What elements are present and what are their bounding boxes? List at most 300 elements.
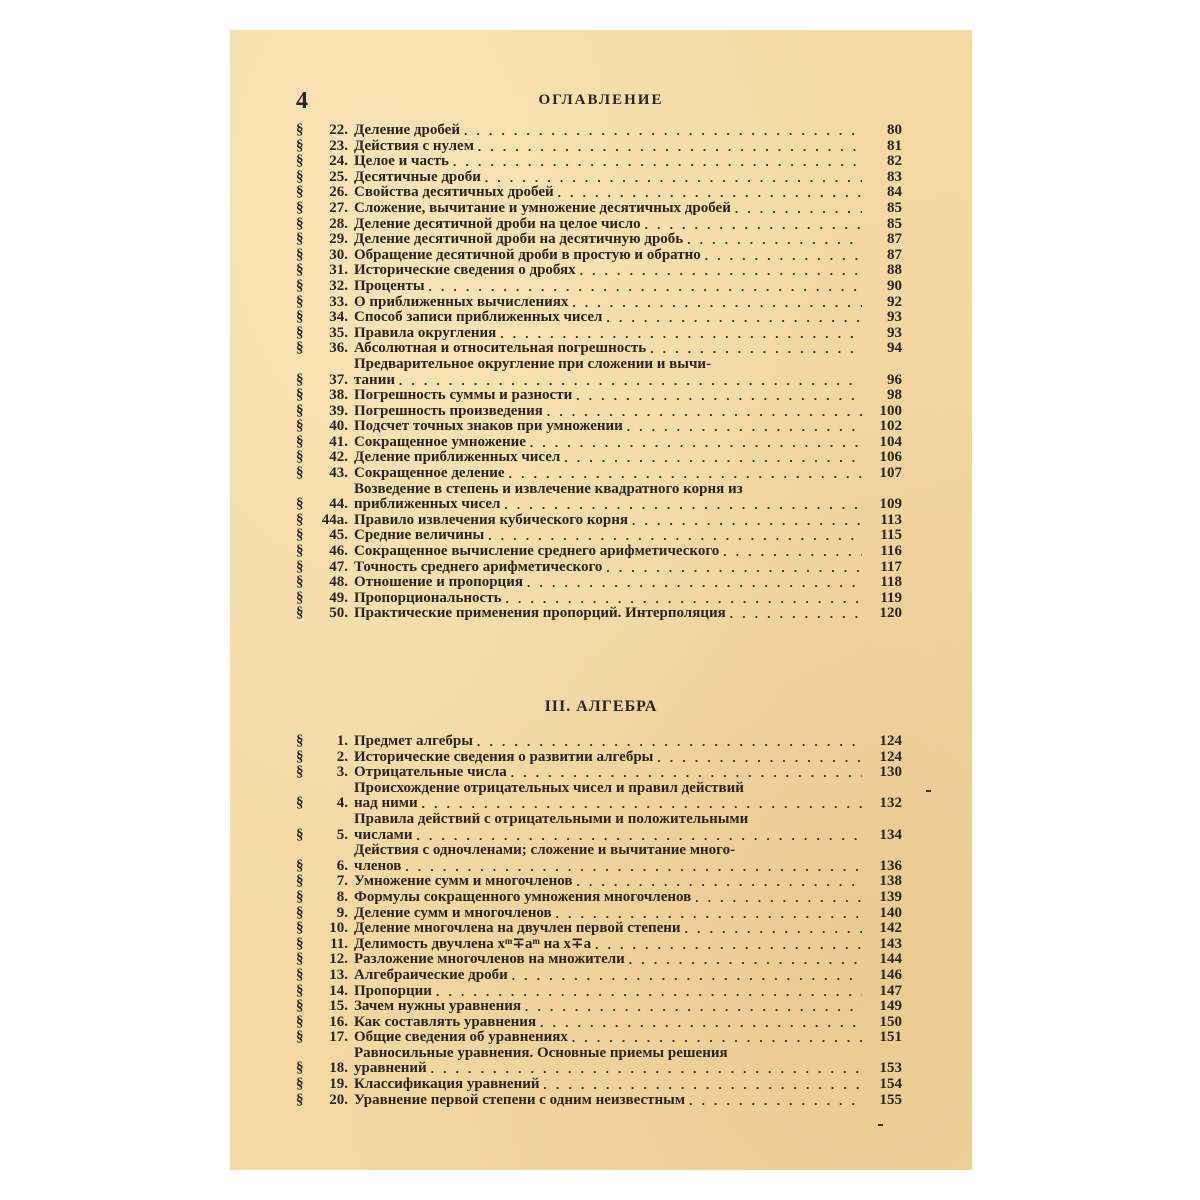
dot-leader	[485, 170, 862, 186]
dot-leader	[572, 1030, 862, 1046]
toc-entry	[296, 591, 902, 607]
toc-entry	[296, 968, 902, 984]
toc-entry	[296, 1030, 902, 1046]
toc-entry	[296, 388, 902, 404]
toc-entry	[296, 404, 902, 420]
section-sign: §	[296, 795, 304, 812]
entry-page: 155	[879, 1091, 902, 1108]
entry-page: 94	[887, 340, 902, 357]
entry-page: 82	[887, 153, 902, 170]
entry-title: Предварительное округление при сложении и вычи-	[354, 356, 712, 372]
entry-title: Уравнение первой степени с одним неизвестным	[354, 1091, 686, 1108]
entry-number: 44.	[329, 496, 348, 513]
dot-leader	[627, 419, 862, 435]
dot-leader	[399, 373, 862, 389]
entry-page: 80	[887, 122, 902, 138]
dot-leader	[632, 513, 862, 529]
toc-entry	[296, 952, 902, 968]
entry-number: 33.	[329, 293, 348, 310]
entry-number: 40.	[329, 418, 348, 435]
section-sign: §	[296, 371, 304, 388]
toc-entry	[296, 1077, 902, 1093]
entry-number: 38.	[329, 387, 348, 404]
dot-leader	[422, 796, 862, 812]
page-number: 4	[296, 88, 308, 114]
entry-title: Правило извлечения кубического корня	[354, 511, 628, 528]
entry-page: 90	[887, 277, 902, 294]
print-speck	[878, 1124, 883, 1126]
entry-page: 118	[880, 574, 902, 591]
entry-page: 102	[879, 418, 902, 435]
section-sign: §	[296, 465, 304, 482]
running-title: ОГЛАВЛЕНИЕ	[538, 92, 664, 108]
entry-title: Средние величины	[354, 527, 485, 544]
entry-number: 7.	[336, 873, 348, 890]
entry-title: Исторические сведения о развитии алгебры	[354, 748, 654, 765]
section-sign: §	[296, 826, 304, 843]
entry-title: Умножение сумм и многочленов	[354, 873, 573, 890]
entry-page: 154	[879, 1076, 902, 1093]
toc-entry	[296, 217, 902, 233]
entry-title: Алгебраические дроби	[354, 966, 508, 983]
section-sign: §	[296, 998, 304, 1015]
toc-entry	[296, 419, 902, 435]
entry-title: Сложение, вычитание и умножение десятичных дробей	[354, 199, 731, 216]
entry-page: 83	[887, 168, 902, 185]
entry-title: Проценты	[354, 277, 425, 294]
section-sign: §	[296, 873, 304, 890]
entry-title: Действия с нулем	[354, 137, 474, 154]
entry-number: 6.	[336, 857, 348, 874]
dot-leader	[650, 341, 862, 357]
entry-page: 88	[887, 262, 902, 279]
entry-number: 25.	[329, 168, 348, 185]
section-sign: §	[296, 168, 304, 185]
toc-entry	[296, 279, 902, 295]
entry-title: Отрицательные числа	[354, 764, 507, 781]
entry-title: Свойства десятичных дробей	[354, 184, 554, 201]
section-sign: §	[296, 574, 304, 591]
section-sign: §	[296, 558, 304, 575]
entry-number: 41.	[329, 433, 348, 450]
dot-leader	[687, 232, 862, 248]
section-sign: §	[296, 888, 304, 905]
section-sign: §	[296, 433, 304, 450]
toc-entry	[296, 921, 902, 937]
entry-number: 5.	[336, 826, 348, 843]
entry-page: 107	[879, 465, 902, 482]
toc-entry	[296, 482, 902, 513]
toc-entry	[296, 310, 902, 326]
entry-page: 143	[879, 935, 902, 952]
section-sign: §	[296, 137, 304, 154]
entry-title: Точность среднего арифметического	[354, 558, 603, 575]
page-header	[230, 90, 972, 114]
entry-number: 24.	[329, 153, 348, 170]
section-sign: §	[296, 293, 304, 310]
entry-page: 85	[887, 199, 902, 216]
print-speck	[926, 790, 931, 792]
toc-entry	[296, 263, 902, 279]
dot-leader	[506, 591, 862, 607]
toc-entry	[296, 984, 902, 1000]
section-sign: §	[296, 982, 304, 999]
dot-leader	[525, 999, 862, 1015]
entry-number: 1.	[336, 733, 348, 749]
entry-page: 92	[887, 293, 902, 310]
entry-number: 48.	[329, 574, 348, 591]
toc-entry	[296, 123, 902, 139]
entry-number: 11.	[330, 935, 348, 952]
entry-number: 34.	[329, 309, 348, 326]
section-sign: §	[296, 215, 304, 232]
entry-title: Предмет алгебры	[354, 733, 473, 749]
entry-page: 81	[887, 137, 902, 154]
entry-title: Погрешность произведения	[354, 402, 543, 419]
dot-leader	[500, 326, 862, 342]
entry-page: 146	[879, 966, 902, 983]
entry-page: 84	[887, 184, 902, 201]
entry-title: Правила действий с отрицательными и положительными	[354, 811, 749, 827]
section-sign: §	[296, 122, 304, 138]
section-sign: §	[296, 309, 304, 326]
entry-number: 47.	[329, 558, 348, 575]
dot-leader	[477, 734, 862, 750]
toc-entry	[296, 544, 902, 560]
entry-title: Происхождение отрицательных чисел и правил действий	[354, 780, 744, 796]
section-sign: §	[296, 543, 304, 560]
dot-leader	[464, 123, 862, 139]
section-sign: §	[296, 246, 304, 263]
entry-number: 46.	[329, 543, 348, 560]
section-sign: §	[296, 324, 304, 341]
dot-leader	[606, 310, 862, 326]
entry-page: 136	[879, 857, 902, 874]
entry-page: 85	[887, 215, 902, 232]
section-sign: §	[296, 153, 304, 170]
book-page	[230, 30, 972, 1170]
dot-leader	[657, 750, 862, 766]
dot-leader	[645, 217, 862, 233]
dot-leader	[530, 435, 862, 451]
toc-entry	[296, 139, 902, 155]
entry-page: 134	[879, 826, 902, 843]
entry-title: Отношение и пропорция	[354, 574, 523, 591]
entry-number: 17.	[329, 1029, 348, 1046]
entry-number: 37.	[329, 371, 348, 388]
dot-leader	[595, 937, 862, 953]
entry-page: 100	[879, 402, 902, 419]
entry-number: 2.	[336, 748, 348, 765]
section-sign: §	[296, 511, 304, 528]
dot-leader	[572, 295, 862, 311]
section-sign: §	[296, 262, 304, 279]
entry-title: Исторические сведения о дробях	[354, 262, 576, 279]
section-sign: §	[296, 184, 304, 201]
dot-leader	[488, 528, 862, 544]
section-sign: §	[296, 387, 304, 404]
section-sign: §	[296, 589, 304, 606]
entry-number: 10.	[329, 920, 348, 937]
entry-number: 43.	[329, 465, 348, 482]
table-of-contents-part-2	[296, 734, 902, 1108]
entry-page: 98	[887, 387, 902, 404]
toc-entry	[296, 435, 902, 451]
entry-number: 4.	[336, 795, 348, 812]
entry-title-continuation: тании	[354, 371, 395, 388]
toc-entry	[296, 874, 902, 890]
entry-title-continuation: над ними	[354, 795, 418, 812]
entry-number: 12.	[329, 951, 348, 968]
toc-entry	[296, 450, 902, 466]
entry-number: 27.	[329, 199, 348, 216]
dot-leader	[556, 906, 862, 922]
entry-number: 30.	[329, 246, 348, 263]
entry-title: Классификация уравнений	[354, 1076, 540, 1093]
dot-leader	[417, 828, 862, 844]
dot-leader	[629, 952, 862, 968]
dot-leader	[544, 1077, 862, 1093]
dot-leader	[436, 984, 862, 1000]
entry-number: 20.	[329, 1091, 348, 1108]
entry-title: Абсолютная и относительная погрешность	[354, 340, 647, 357]
toc-entry	[296, 843, 902, 874]
entry-title: Подсчет точных знаков при умножении	[354, 418, 623, 435]
section-sign: §	[296, 1076, 304, 1093]
section-sign: §	[296, 199, 304, 216]
entry-number: 28.	[329, 215, 348, 232]
entry-title: Способ записи приближенных чисел	[354, 309, 603, 326]
toc-entry	[296, 999, 902, 1015]
section-sign: §	[296, 748, 304, 765]
entry-page: 144	[879, 951, 902, 968]
dot-leader	[527, 575, 862, 591]
toc-entry	[296, 812, 902, 843]
section-sign: §	[296, 920, 304, 937]
table-of-contents-part-1	[296, 123, 902, 622]
entry-page: 132	[879, 795, 902, 812]
entry-title: Деление десятичной дроби на десятичную дробь	[354, 231, 684, 248]
section-sign: §	[296, 231, 304, 248]
entry-title: Погрешность суммы и разности	[354, 387, 573, 404]
dot-leader	[723, 544, 862, 560]
toc-entry	[296, 232, 902, 248]
entry-page: 124	[879, 748, 902, 765]
toc-entry	[296, 560, 902, 576]
entry-number: 19.	[329, 1076, 348, 1093]
section-sign: §	[296, 277, 304, 294]
toc-entry	[296, 466, 902, 482]
toc-entry	[296, 185, 902, 201]
dot-leader	[478, 139, 862, 155]
toc-entry	[296, 750, 902, 766]
entry-title: Десятичные дроби	[354, 168, 481, 185]
dot-leader	[504, 497, 862, 513]
entry-title-continuation: уравнений	[354, 1060, 427, 1077]
dot-leader	[558, 185, 862, 201]
dot-leader	[511, 765, 862, 781]
toc-entry	[296, 1093, 902, 1109]
toc-entry	[296, 1046, 902, 1077]
entry-page: 104	[879, 433, 902, 450]
entry-number: 49.	[329, 589, 348, 606]
dot-leader	[512, 968, 862, 984]
entry-title: Деление дробей	[354, 122, 460, 138]
entry-title: Зачем нужны уравнения	[354, 998, 521, 1015]
dot-leader	[576, 874, 862, 890]
entry-number: 29.	[329, 231, 348, 248]
entry-page: 109	[879, 496, 902, 513]
toc-entry	[296, 513, 902, 529]
toc-entry	[296, 606, 902, 622]
entry-page: 87	[887, 231, 902, 248]
entry-page: 96	[887, 371, 902, 388]
entry-number: 18.	[329, 1060, 348, 1077]
entry-number: 44а.	[321, 511, 348, 528]
entry-number: 15.	[329, 998, 348, 1015]
entry-number: 50.	[329, 605, 348, 622]
entry-title: Обращение десятичной дроби в простую и обратно	[354, 246, 701, 263]
entry-title: Сокращенное вычисление среднего арифметического	[354, 543, 720, 560]
entry-number: 23.	[329, 137, 348, 154]
entry-page: 117	[880, 558, 902, 575]
dot-leader	[429, 279, 862, 295]
entry-page: 87	[887, 246, 902, 263]
entry-page: 138	[879, 873, 902, 890]
section-sign: §	[296, 1029, 304, 1046]
entry-page: 116	[880, 543, 902, 560]
entry-number: 45.	[329, 527, 348, 544]
section-sign: §	[296, 1013, 304, 1030]
entry-number: 35.	[329, 324, 348, 341]
entry-number: 26.	[329, 184, 348, 201]
entry-page: 93	[887, 309, 902, 326]
entry-title: Деление приближенных чисел	[354, 449, 561, 466]
entry-title: Как составлять уравнения	[354, 1013, 537, 1030]
toc-entry	[296, 357, 902, 388]
section-sign: §	[296, 527, 304, 544]
entry-title: Общие сведения об уравнениях	[354, 1029, 568, 1046]
section-sign: §	[296, 449, 304, 466]
entry-title-continuation: членов	[354, 857, 402, 874]
entry-page: 124	[879, 733, 902, 749]
entry-title-continuation: приближенных чисел	[354, 496, 501, 513]
entry-title: Сокращенное умножение	[354, 433, 526, 450]
entry-number: 22.	[329, 122, 348, 138]
dot-leader	[580, 263, 862, 279]
entry-page: 140	[879, 904, 902, 921]
section-sign: §	[296, 904, 304, 921]
toc-entry	[296, 937, 902, 953]
toc-entry	[296, 890, 902, 906]
toc-entry	[296, 765, 902, 781]
entry-page: 93	[887, 324, 902, 341]
dot-leader	[576, 388, 862, 404]
section-sign: §	[296, 496, 304, 513]
dot-leader	[431, 1061, 862, 1077]
dot-leader	[606, 560, 862, 576]
entry-title: Действия с одночленами; сложение и вычитание много-	[354, 843, 736, 859]
dot-leader	[453, 154, 862, 170]
entry-page: 106	[879, 449, 902, 466]
dot-leader	[685, 921, 862, 937]
dot-leader	[695, 890, 862, 906]
dot-leader	[689, 1093, 862, 1109]
entry-title: Пропорциональность	[354, 589, 502, 606]
entry-page: 120	[879, 605, 902, 622]
toc-entry	[296, 906, 902, 922]
entry-number: 13.	[329, 966, 348, 983]
entry-title: Сокращенное деление	[354, 465, 505, 482]
entry-title: Делимость двучлена xᵐ∓aᵐ на x∓a	[354, 935, 592, 952]
entry-number: 14.	[329, 982, 348, 999]
entry-page: 142	[879, 920, 902, 937]
toc-entry	[296, 201, 902, 217]
entry-number: 9.	[336, 904, 348, 921]
toc-entry	[296, 575, 902, 591]
entry-title: Деление десятичной дроби на целое число	[354, 215, 641, 232]
entry-number: 32.	[329, 277, 348, 294]
section-sign: §	[296, 764, 304, 781]
dot-leader	[735, 201, 862, 217]
toc-entry	[296, 1015, 902, 1031]
entry-number: 36.	[329, 340, 348, 357]
entry-title: О приближенных вычислениях	[354, 293, 569, 310]
section-sign: §	[296, 1091, 304, 1108]
entry-title: Равносильные уравнения. Основные приемы решения	[354, 1045, 728, 1061]
entry-title: Практические применения пропорций. Интерполяция	[354, 605, 726, 622]
entry-number: 39.	[329, 402, 348, 419]
entry-page: 130	[879, 764, 902, 781]
entry-page: 149	[879, 998, 902, 1015]
dot-leader	[547, 404, 862, 420]
toc-entry	[296, 528, 902, 544]
section-sign: §	[296, 951, 304, 968]
section-sign: §	[296, 1060, 304, 1077]
toc-entry	[296, 154, 902, 170]
section-sign: §	[296, 733, 304, 749]
entry-number: 42.	[329, 449, 348, 466]
entry-title-continuation: числами	[354, 826, 413, 843]
entry-page: 115	[880, 527, 902, 544]
entry-number: 16.	[329, 1013, 348, 1030]
toc-entry	[296, 326, 902, 342]
section-sign: §	[296, 857, 304, 874]
dot-leader	[509, 466, 862, 482]
toc-entry	[296, 170, 902, 186]
toc-entry	[296, 734, 902, 750]
dot-leader	[540, 1015, 862, 1031]
entry-page: 153	[879, 1060, 902, 1077]
entry-title: Целое и часть	[354, 153, 449, 170]
entry-page: 147	[879, 982, 902, 999]
dot-leader	[730, 606, 862, 622]
entry-number: 31.	[329, 262, 348, 279]
dot-leader	[405, 859, 862, 875]
section-sign: §	[296, 935, 304, 952]
entry-title: Правила округления	[354, 324, 497, 341]
entry-title: Возведение в степень и извлечение квадратного корня из	[354, 481, 743, 497]
dot-leader	[564, 450, 862, 466]
toc-entry	[296, 781, 902, 812]
toc-entry	[296, 248, 902, 264]
toc-entry	[296, 295, 902, 311]
section-sign: §	[296, 605, 304, 622]
entry-page: 119	[880, 589, 902, 606]
entry-title: Формулы сокращенного умножения многочленов	[354, 888, 692, 905]
dot-leader	[705, 248, 862, 264]
section-sign: §	[296, 402, 304, 419]
